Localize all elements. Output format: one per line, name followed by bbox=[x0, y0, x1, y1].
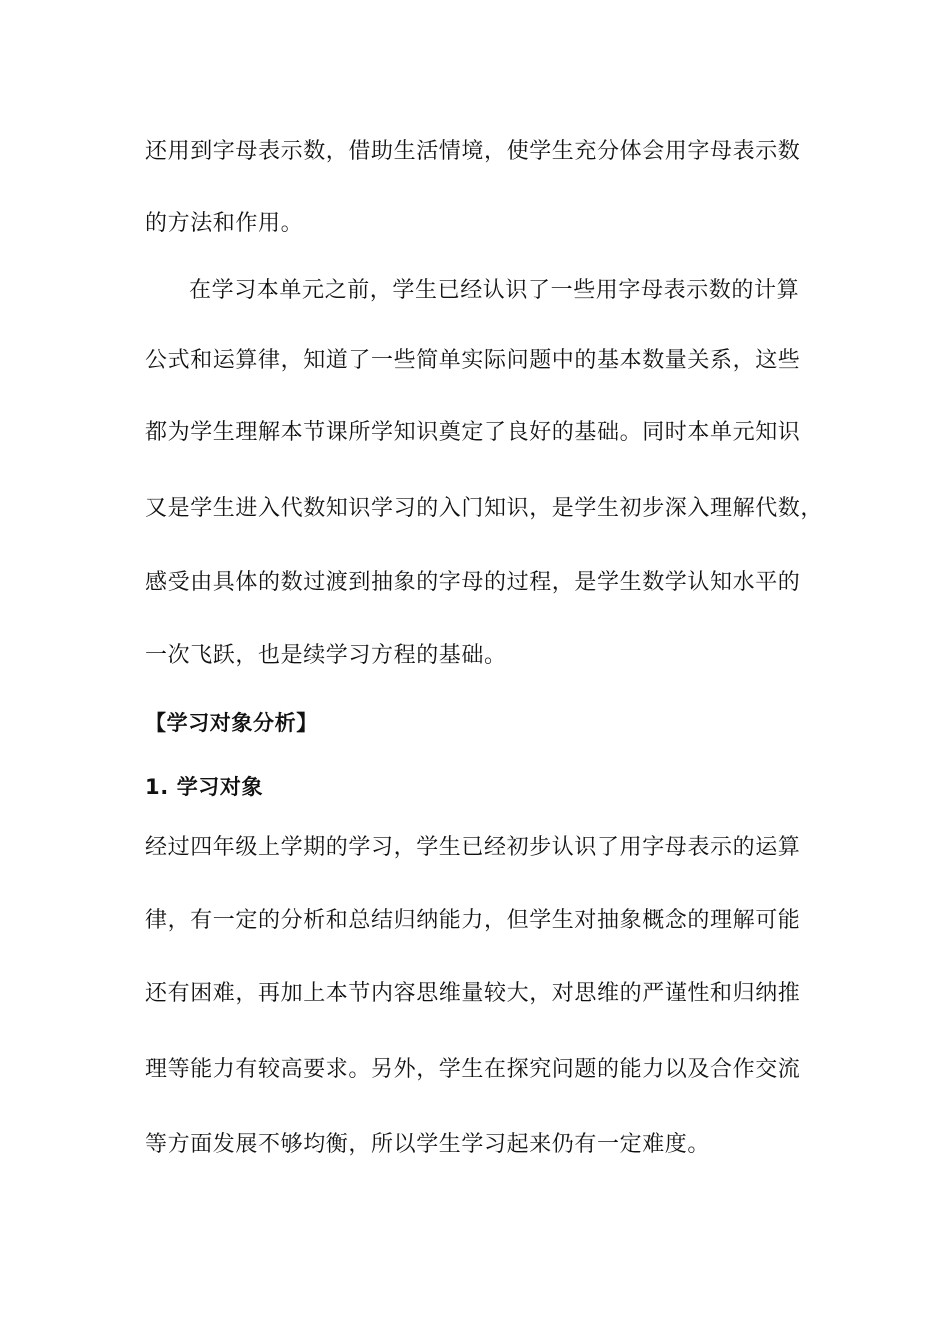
paragraph-line: 理等能力有较高要求。另外，学生在探究问题的能力以及合作交流 bbox=[145, 1057, 801, 1082]
paragraph-line: 一次飞跃，也是续学习方程的基础。 bbox=[145, 643, 507, 668]
paragraph-line: 的方法和作用。 bbox=[145, 211, 304, 236]
paragraph-line: 都为学生理解本节课所学知识奠定了良好的基础。同时本单元知识 bbox=[145, 420, 801, 445]
paragraph-line: 还用到字母表示数，借助生活情境，使学生充分体会用字母表示数 bbox=[145, 139, 801, 164]
paragraph-line: 经过四年级上学期的学习，学生已经初步认识了用字母表示的运算 bbox=[145, 835, 801, 860]
paragraph-line: 还有困难，再加上本节内容思维量较大，对思维的严谨性和归纳推 bbox=[145, 981, 801, 1006]
paragraph-line: 公式和运算律，知道了一些简单实际问题中的基本数量关系，这些 bbox=[145, 348, 801, 373]
paragraph-line: 在学习本单元之前，学生已经认识了一些用字母表示数的计算 bbox=[189, 278, 800, 303]
paragraph-line: 律，有一定的分析和总结归纳能力，但学生对抽象概念的理解可能 bbox=[145, 908, 801, 933]
paragraph-line: 等方面发展不够均衡，所以学生学习起来仍有一定难度。 bbox=[145, 1132, 711, 1157]
paragraph-line: 感受由具体的数过渡到抽象的字母的过程，是学生数学认知水平的 bbox=[145, 570, 801, 595]
section-heading: 【学习对象分析】 bbox=[145, 711, 318, 735]
paragraph-line: 又是学生进入代数知识学习的入门知识，是学生初步深入理解代数， bbox=[145, 496, 824, 521]
subsection-heading: 1. 学习对象 bbox=[145, 775, 264, 799]
